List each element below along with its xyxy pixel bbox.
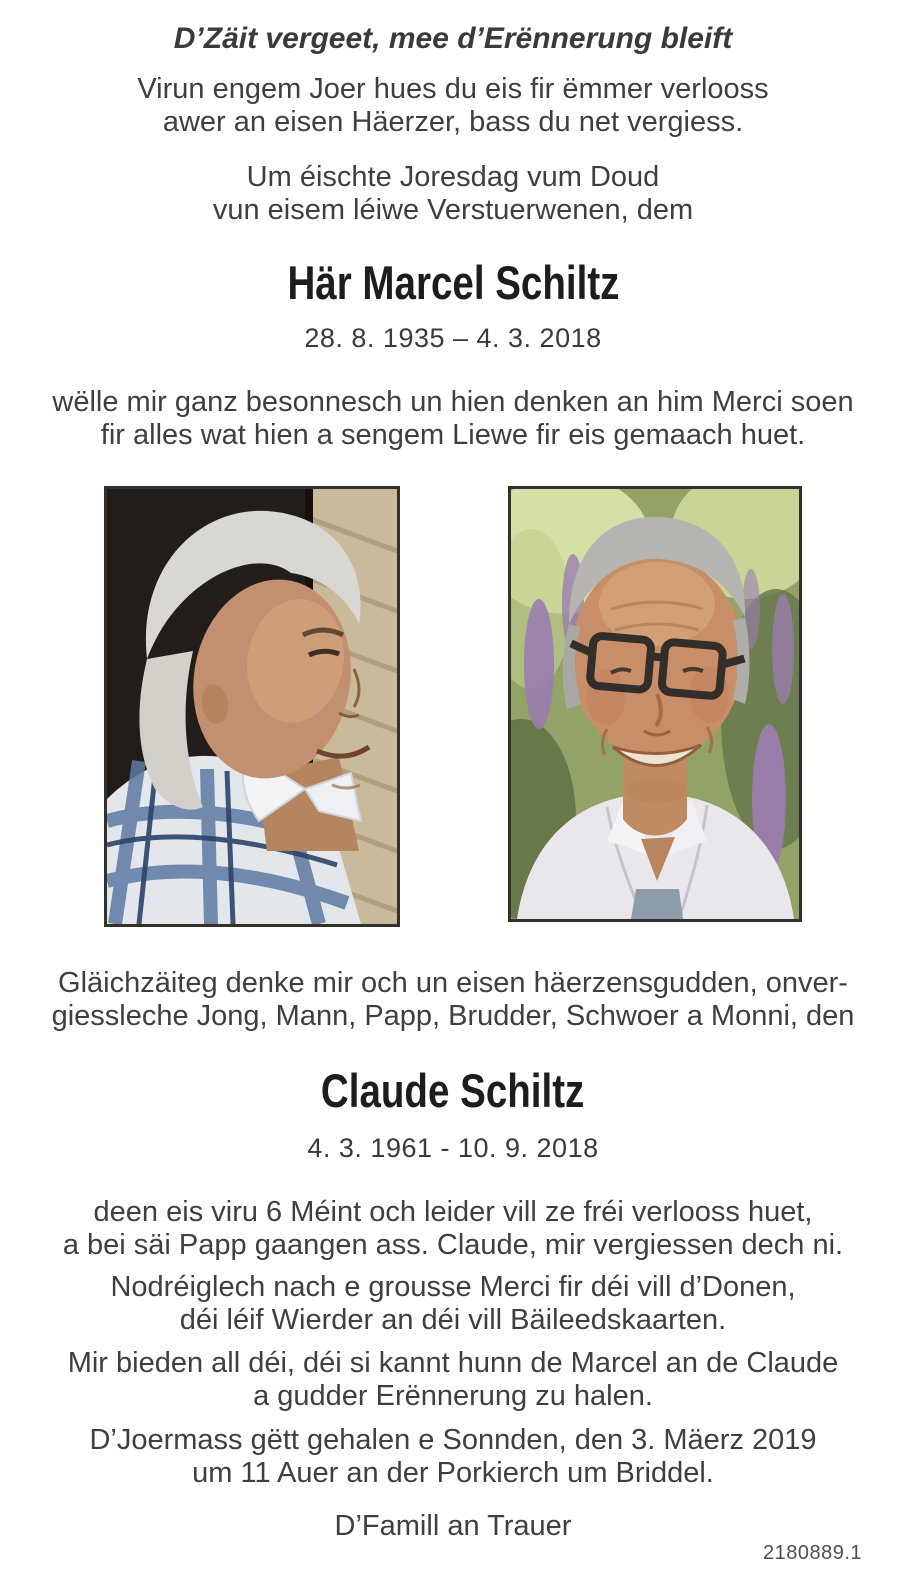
- mass-line-2: um 11 Auer an der Porkierch um Briddel.: [192, 1457, 714, 1489]
- portrait-row: [0, 486, 906, 927]
- reference-number: 2180889.1: [762, 1542, 862, 1564]
- intro-line-1: Virun engem Joer hues du eis fir ëmmer verlooss: [137, 73, 769, 105]
- portrait-claude-illustration: [511, 489, 799, 919]
- anniversary-line-1: Um éischte Joresdag vum Doud: [246, 161, 660, 193]
- intro-paragraph: [0, 73, 906, 139]
- remembrance-line-2: a gudder Erënnerung zu halen.: [253, 1380, 653, 1412]
- anniversary-line-2: vun eisem léiwe Verstuerwenen, dem: [212, 194, 694, 226]
- second-intro-line-1: Gläichzäiteg denke mir och un eisen häerzensgudden, onver-: [58, 967, 848, 999]
- closing-signature: D’Famill an Trauer: [334, 1510, 572, 1542]
- life-dates-marcel: 28. 8. 1935 – 4. 3. 2018: [304, 323, 602, 353]
- mass-line-1: D’Joermass gëtt gehalen e Sonnden, den 3. Mäerz 2019: [89, 1424, 817, 1456]
- anniversary-paragraph: [0, 161, 906, 227]
- thanks-line-1: Nodréiglech nach e grousse Merci fir déi vill d’Donen,: [110, 1271, 796, 1303]
- remembrance-line-1: Mir bieden all déi, déi si kannt hunn de Marcel an de Claude: [67, 1347, 839, 1379]
- thanks-line-2: déi léif Wierder an déi vill Bäileedskaarten.: [179, 1304, 727, 1336]
- tribute-claude-line-2: a bei säi Papp gaangen ass. Claude, mir vergiessen dech ni.: [62, 1229, 844, 1261]
- deceased-name-marcel-text: Här Marcel Schiltz: [287, 256, 619, 309]
- life-dates-claude: 4. 3. 1961 - 10. 9. 2018: [307, 1133, 599, 1163]
- portrait-claude-photo: [508, 486, 802, 922]
- second-intro-paragraph: [0, 967, 906, 1033]
- tribute-claude-line-1: deen eis viru 6 Méint och leider vill ze fréi verlooss huet,: [93, 1196, 813, 1228]
- mass-paragraph: [0, 1424, 906, 1490]
- tribute-marcel-line-1: wëlle mir ganz besonnesch un hien denken an him Merci soen: [52, 386, 854, 418]
- intro-line-2: awer an eisen Häerzer, bass du net vergiess.: [162, 106, 744, 138]
- tribute-marcel-paragraph: [0, 386, 906, 452]
- tribute-marcel-line-2: fir alles wat hien a sengem Liewe fir eis gemaach huet.: [100, 419, 806, 451]
- epigraph: D’Zäit vergeet, mee d’Erënnerung bleift: [173, 22, 733, 55]
- deceased-name-claude-text: Claude Schiltz: [321, 1064, 585, 1117]
- portrait-marcel-photo: [104, 486, 400, 927]
- second-intro-line-2: giessleche Jong, Mann, Papp, Brudder, Schwoer a Monni, den: [51, 1000, 855, 1032]
- deceased-name-claude: [0, 1066, 906, 1116]
- thanks-paragraph: [0, 1271, 906, 1337]
- portrait-marcel-illustration: [107, 489, 397, 924]
- tribute-claude-paragraph: [0, 1196, 906, 1262]
- remembrance-paragraph: [0, 1347, 906, 1413]
- deceased-name-marcel: [0, 258, 906, 308]
